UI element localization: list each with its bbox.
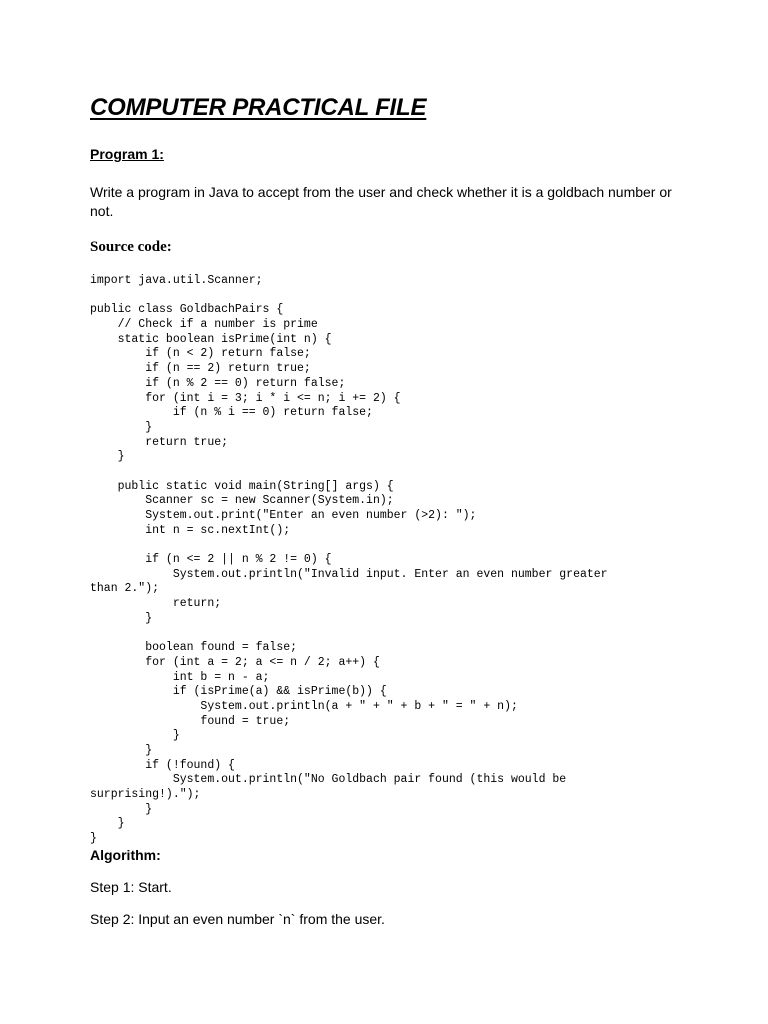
code-line: if (!found) { [90,758,235,772]
algorithm-heading: Algorithm: [90,847,161,863]
code-line: } [90,832,97,846]
code-line: System.out.println("No Goldbach pair found (this would be [90,773,567,787]
code-line: } [90,450,125,464]
code-line: } [90,420,153,434]
code-line: return; [90,597,222,611]
code-line: return true; [90,435,229,449]
code-line [90,289,608,304]
document-title: COMPUTER PRACTICAL FILE [90,94,427,121]
code-line: import java.util.Scanner; [90,274,263,287]
source-code-block [90,274,608,847]
code-line: than 2."); [90,582,160,596]
code-line [90,627,608,642]
code-line: if (isPrime(a) && isPrime(b)) { [90,685,387,699]
code-line: Scanner sc = new Scanner(System.in); [90,494,394,508]
code-line: for (int i = 3; i * i <= n; i += 2) { [90,391,401,405]
code-line: System.out.print("Enter an even number (>2): "); [90,509,477,522]
code-line [90,538,608,553]
code-line: found = true; [90,714,291,728]
code-line: public static void main(String[] args) { [90,479,394,493]
code-line: if (n % i == 0) return false; [90,406,373,420]
algorithm-step-1: Step 1: Start. [90,879,172,895]
question-text: Write a program in Java to accept from the user and check whether it is a goldbach number or not. [90,184,672,219]
code-line: } [90,729,180,743]
code-line: public class GoldbachPairs { [90,303,284,317]
code-line: int n = sc.nextInt(); [90,523,291,537]
code-line: surprising!)."); [90,788,201,802]
code-line: } [90,802,153,816]
source-code-heading: Source code: [90,239,172,255]
code-line: } [90,611,153,625]
code-line: int b = n - a; [90,670,270,684]
code-line: if (n < 2) return false; [90,347,311,361]
code-line: for (int a = 2; a <= n / 2; a++) { [90,655,380,669]
program-heading: Program 1: [90,146,164,162]
code-line: System.out.println(a + " + " + b + " = " + n); [90,699,518,713]
code-line [90,465,608,480]
code-line: } [90,744,153,757]
code-line: System.out.println("Invalid input. Enter an even number greater [90,567,608,581]
code-line: if (n == 2) return true; [90,362,311,376]
code-line: if (n <= 2 || n % 2 != 0) { [90,553,332,567]
code-line: if (n % 2 == 0) return false; [90,376,346,390]
code-line: // Check if a number is prime [90,318,318,332]
code-line: } [90,817,125,831]
code-line: boolean found = false; [90,641,298,655]
code-line: static boolean isPrime(int n) { [90,332,332,346]
algorithm-step-2: Step 2: Input an even number `n` from the user. [90,911,385,927]
